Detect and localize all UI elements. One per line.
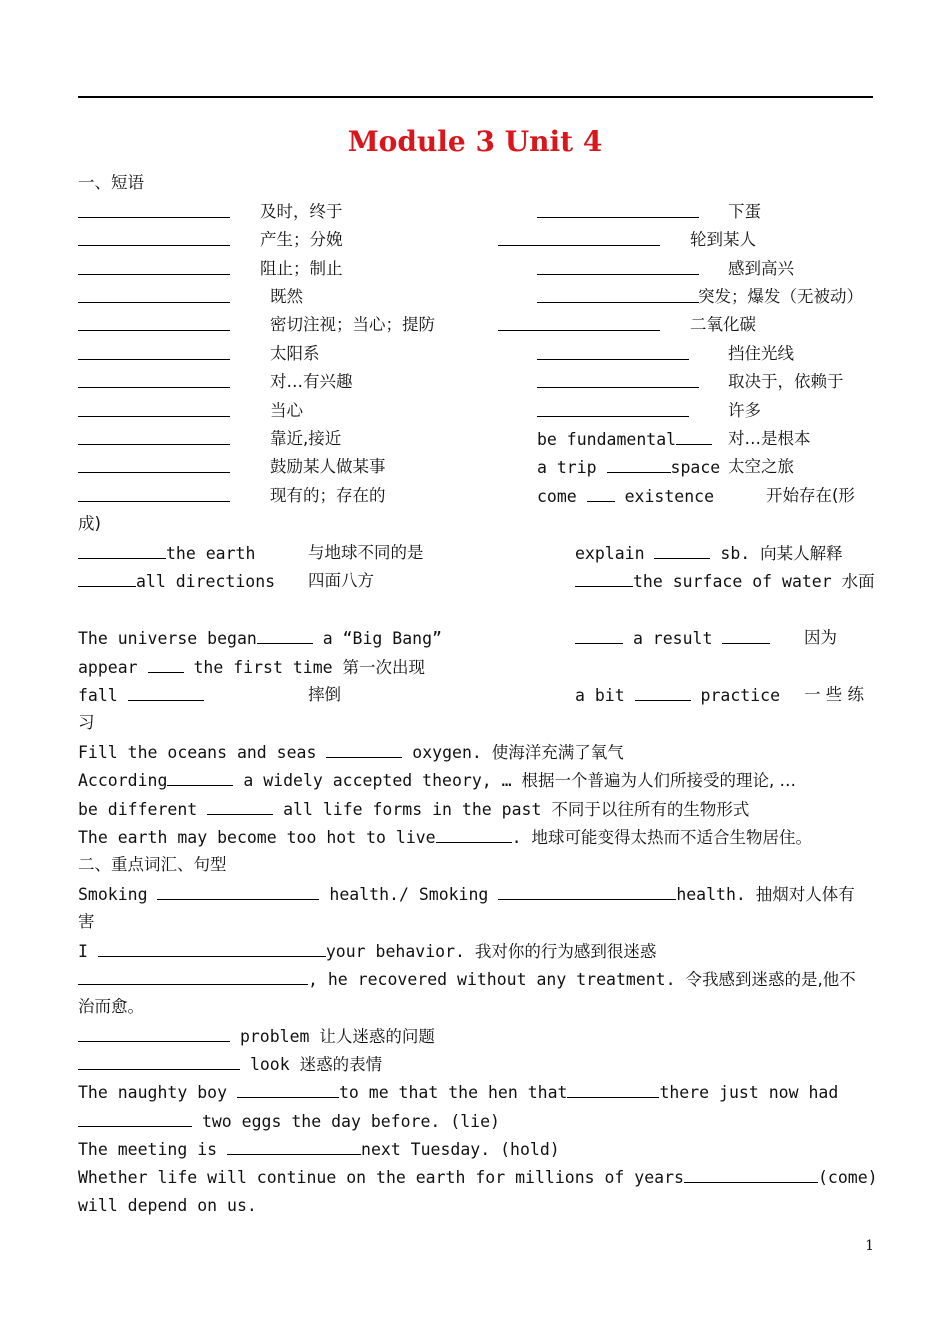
answer-blank[interactable] [326,738,402,758]
phrase-meaning-right: 许多 [728,401,761,420]
phrase-meaning-right: 挡住光线 [728,344,794,363]
answer-blank[interactable] [128,681,204,701]
phrase-meaning-left: 及时，终于 [260,202,343,221]
sentence-meeting: The meeting is next Tuesday. (hold) [78,1135,873,1164]
answer-blank[interactable] [167,766,233,786]
phrase-explain: explain sb. 向某人解释 [575,539,843,568]
answer-blank[interactable] [78,965,308,985]
phrase-meaning-left: 对…有兴趣 [270,372,353,391]
phrase-row-blank-left [78,368,230,397]
phrase-different-earth-zh: 与地球不同的是 [308,543,424,562]
section-heading-key-words: 二、重点词汇、句型 [78,855,227,874]
sentence-smoking: Smoking health./ Smoking health. 抽烟对人体有 [78,880,873,909]
row-continuation: 成) [78,514,101,533]
phrase-row-blank-left [78,340,230,369]
answer-blank[interactable] [575,624,623,644]
phrase-row-blank-left [78,226,230,255]
answer-blank[interactable] [78,255,230,275]
answer-blank[interactable] [78,198,230,218]
phrase-as-result-zh: 因为 [804,628,837,647]
answer-blank[interactable] [537,368,699,388]
answer-blank[interactable] [207,795,273,815]
phrase-meaning-left: 当心 [270,401,303,420]
phrase-meaning-right: 取决于，依赖于 [728,372,844,391]
answer-blank[interactable] [722,624,770,644]
answer-blank[interactable] [78,482,230,502]
answer-blank[interactable] [537,255,699,275]
phrase-puzzled-look: look 迷惑的表情 [78,1050,873,1079]
sentence-whether: Whether life will continue on the earth for millions of years (come) [78,1163,873,1192]
answer-blank[interactable] [78,283,230,303]
phrase-practice-zh: 一 些 练 [804,685,864,704]
phrase-row-blank-right [537,198,699,227]
sentence-fill-oceans: Fill the oceans and seas oxygen. 使海洋充满了氧气 [78,738,873,767]
row-continuation: 习 [78,713,95,732]
answer-blank[interactable] [635,681,691,701]
answer-blank[interactable] [537,340,689,360]
answer-blank[interactable] [78,453,230,473]
sentence-be-different: be different all life forms in the past 不同于以往所有的生物形式 [78,795,873,824]
phrase-meaning-right: 轮到某人 [690,230,756,249]
sentence-too-hot: The earth may become too hot to live . 地球可能变得太热而不适合生物居住。 [78,823,873,852]
answer-blank[interactable] [676,425,712,445]
phrase-fall: fall [78,681,204,710]
phrase-row-blank-left [78,453,230,482]
phrase-right: be fundamental [537,425,712,454]
phrase-meaning-left: 鼓励某人做某事 [270,457,386,476]
row-continuation: 害 [78,912,95,931]
page-number: 1 [865,1238,874,1254]
phrase-fall-zh: 摔倒 [308,685,341,704]
answer-blank[interactable] [227,1135,361,1155]
answer-blank[interactable] [78,539,166,559]
phrase-meaning-left: 产生；分娩 [260,230,343,249]
answer-blank[interactable] [78,1107,192,1127]
phrase-meaning-right: 感到高兴 [728,259,794,278]
phrase-meaning-left: 阻止；制止 [260,259,343,278]
answer-blank[interactable] [537,397,689,417]
answer-blank[interactable] [237,1078,339,1098]
phrase-meaning-left: 太阳系 [270,344,320,363]
phrase-row-blank-left [78,311,230,340]
phrase-right: come existence [537,482,714,511]
answer-blank[interactable] [78,1050,240,1070]
phrase-meaning-left: 现有的；存在的 [270,486,386,505]
phrase-meaning-right: 下蛋 [728,202,761,221]
answer-blank[interactable] [575,567,633,587]
phrase-row-blank-left [78,283,230,312]
answer-blank[interactable] [498,226,660,246]
answer-blank[interactable] [78,397,230,417]
answer-blank[interactable] [684,1163,818,1183]
phrase-meaning-right: 二氧化碳 [690,315,756,334]
answer-blank[interactable] [537,198,699,218]
answer-blank[interactable] [587,482,615,502]
phrase-meaning-right: 对…是根本 [728,429,811,448]
phrase-as-result: a result [575,624,770,653]
answer-blank[interactable] [148,653,184,673]
phrase-surface: the surface of water 水面 [575,567,875,596]
sentence-whether-cont: will depend on us. [78,1196,257,1215]
phrase-meaning-left: 密切注视；当心；提防 [270,315,435,334]
answer-blank[interactable] [78,567,136,587]
answer-blank[interactable] [498,880,676,900]
phrase-meaning-right: 开始存在(形 [766,486,855,505]
phrase-row-blank-right [537,368,699,397]
phrase-row-blank-right [537,283,699,312]
answer-blank[interactable] [498,311,660,331]
phrase-row-blank-right [498,226,660,255]
row-continuation: 治而愈。 [78,997,144,1016]
answer-blank[interactable] [98,937,326,957]
section-heading-phrases: 一、短语 [78,173,144,192]
answer-blank[interactable] [78,311,230,331]
answer-blank[interactable] [436,823,512,843]
answer-blank[interactable] [78,340,230,360]
answer-blank[interactable] [607,453,671,473]
phrase-appear: appear the first time 第一次出现 [78,653,425,682]
phrase-row-blank-left [78,397,230,426]
phrase-different-earth: the earth [78,539,255,568]
phrase-all-directions-zh: 四面八方 [308,571,374,590]
answer-blank[interactable] [78,226,230,246]
phrase-row-blank-left [78,482,230,511]
phrase-all-directions: all directions [78,567,275,596]
phrase-meaning-right: 突发；爆发（无被动） [698,287,863,306]
sentence-universe: The universe began a “Big Bang” [78,624,442,653]
answer-blank[interactable] [78,368,230,388]
answer-blank[interactable] [654,539,710,559]
phrase-meaning-right: 太空之旅 [728,457,794,476]
phrase-row-blank-right [537,255,699,284]
phrase-row-blank-right [537,397,689,426]
page-title: Module 3 Unit 4 [347,125,603,158]
phrase-puzzling-problem: problem 让人迷惑的问题 [78,1022,873,1051]
sentence-according: According a widely accepted theory, … 根据一个普遍为人们所接受的理论, … [78,766,873,795]
phrase-right: a trip space [537,453,720,482]
phrase-row-blank-left [78,198,230,227]
phrase-row-blank-left [78,425,230,454]
phrase-row-blank-right [498,311,660,340]
answer-blank[interactable] [78,1022,230,1042]
phrase-meaning-left: 既然 [270,287,303,306]
answer-blank[interactable] [78,425,230,445]
sentence-naughty-boy-cont: two eggs the day before. (lie) [78,1107,873,1136]
sentence-recovered: , he recovered without any treatment. 令我感到迷惑的是,他不 [78,965,873,994]
sentence-puzzled: I your behavior. 我对你的行为感到很迷惑 [78,937,873,966]
header-rule [78,96,873,98]
answer-blank[interactable] [257,624,313,644]
phrase-row-blank-left [78,255,230,284]
phrase-meaning-left: 靠近,接近 [270,429,342,448]
phrase-row-blank-right [537,340,689,369]
answer-blank[interactable] [157,880,319,900]
phrase-practice: a bit practice [575,681,780,710]
answer-blank[interactable] [537,283,699,303]
sentence-naughty-boy: The naughty boy to me that the hen that there just now had [78,1078,873,1107]
answer-blank[interactable] [567,1078,659,1098]
